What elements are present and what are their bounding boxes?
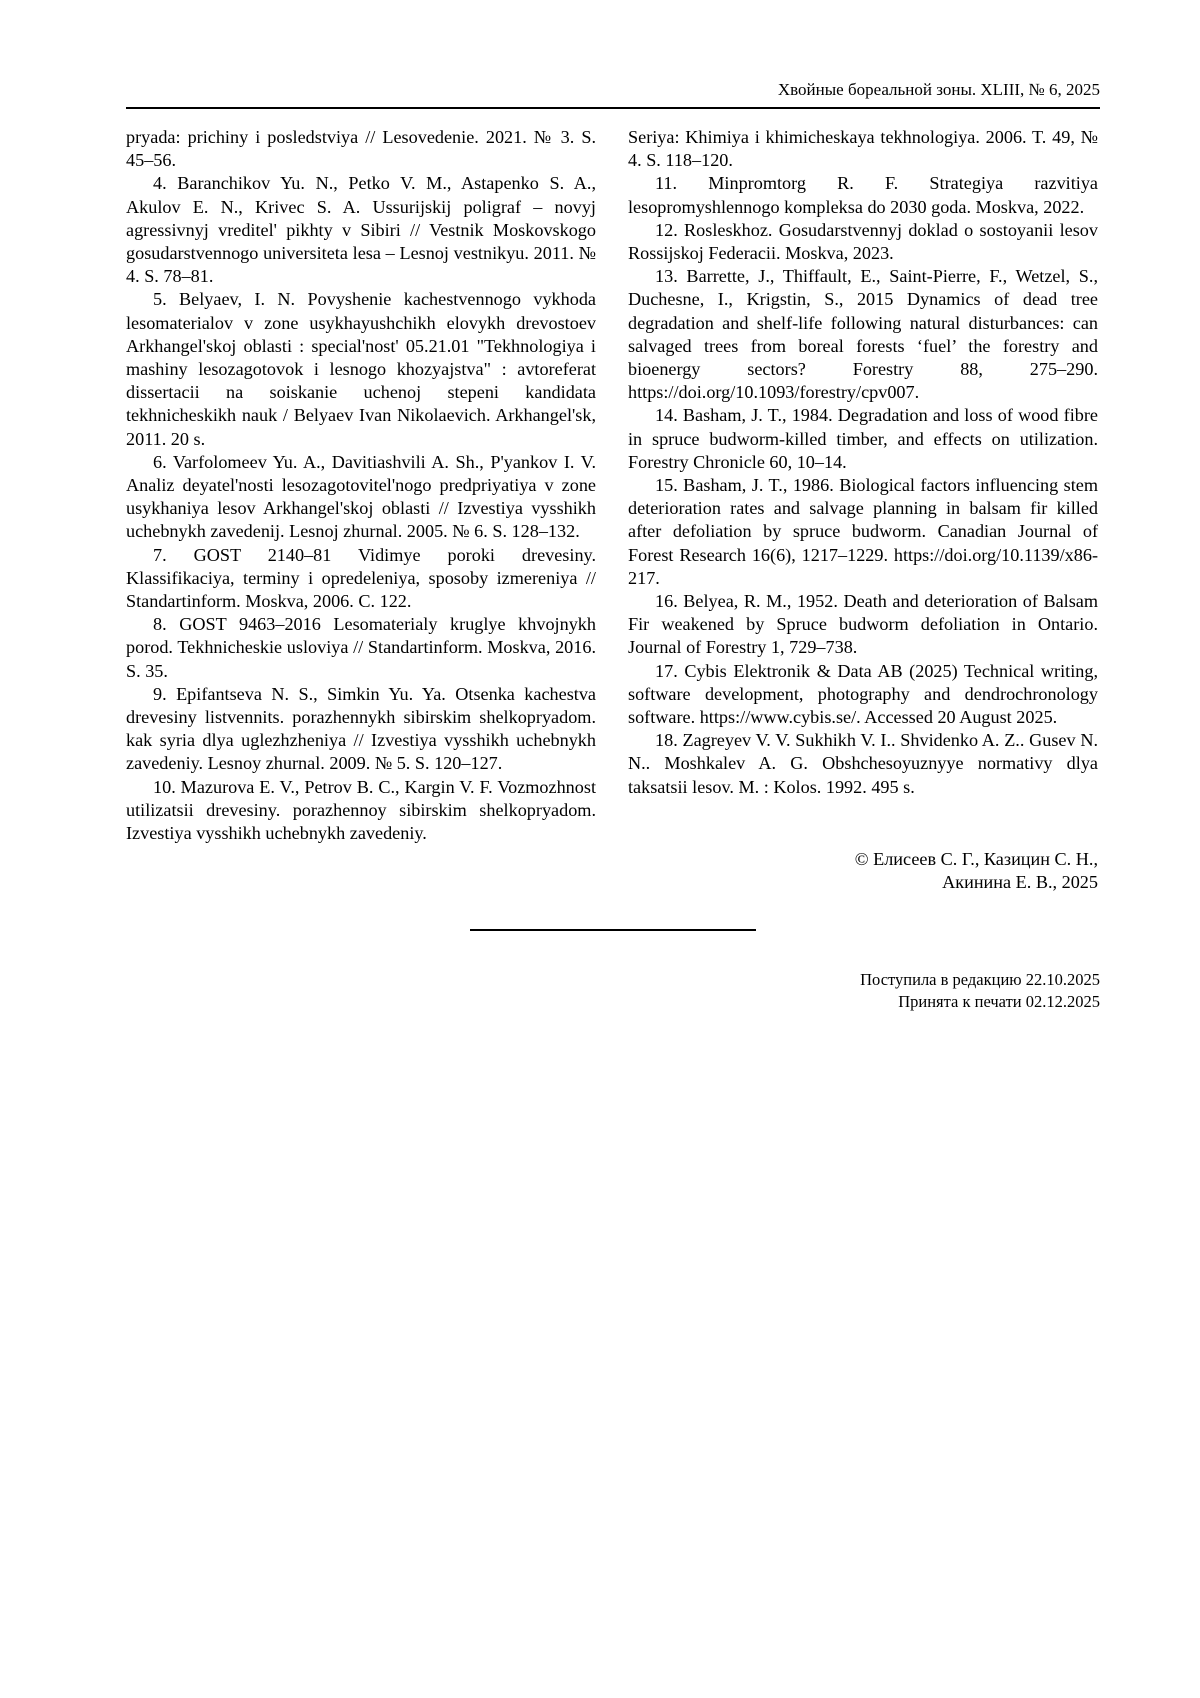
- reference-11: 11. Minpromtorg R. F. Strategiya razvitiya lesopromyshlennogo kompleksa do 2030 goda. Moskva, 2022.: [628, 173, 1098, 217]
- references-right-column: [628, 126, 1098, 799]
- reference-17: 17. Cybis Elektronik & Data AB (2025) Technical writing, software development, photography and dendrochronology software. https://www.cybis.se/. Accessed 20 August 2025.: [628, 660, 1098, 728]
- journal-info: Хвойные бореальной зоны. XLIII, № 6, 2025: [777, 80, 1100, 99]
- received-date: Поступила в редакцию 22.10.2025: [860, 970, 1100, 989]
- reference-10: 10. Mazurova E. V., Petrov B. C., Kargin V. F. Vozmozhnost utilizatsii drevesiny. porazhennoy sibirskim shelkopryadom. Izvestiya vysshikh uchebnykh zavedeniy.: [126, 776, 596, 844]
- reference-12: 12. Rosleskhoz. Gosudarstvennyj doklad o sostoyanii lesov Rossijskoj Federacii. Moskva, 2023.: [628, 219, 1098, 264]
- copyright-line-2: Акинина Е. В., 2025: [942, 872, 1098, 893]
- header-rule: [126, 107, 1100, 109]
- copyright-notice: [628, 848, 1098, 894]
- reference-14: 14. Basham, J. T., 1984. Degradation and loss of wood fibre in spruce budworm-killed timber, and effects on utilization. Forestry Chronicle 60, 10–14.: [628, 405, 1098, 472]
- section-divider: [470, 929, 756, 931]
- running-header: [126, 80, 1100, 100]
- reference-5: 5. Belyaev, I. N. Povyshenie kachestvennogo vykhoda lesomaterialov v zone usykhayushchikh elovykh drevostoev Arkhangel'skoj oblasti : special'nost' 05.21.01 "Tekhnologiya i mashiny lesozagotovok i lesnogo khozyajstva" : avtoreferat dissertacii na soiskanie uchenoj stepeni kandidata tekhnicheskikh nauk / Belyaev Ivan Nikolaevich. Arkhangel'sk, 2011. 20 s.: [126, 289, 596, 449]
- reference-7: 7. GOST 2140–81 Vidimye poroki drevesiny. Klassifikaciya, terminy i opredeleniya, sposoby izmereniya // Standartinform. Moskva, 2006. C. 122.: [126, 544, 596, 612]
- reference-4: 4. Baranchikov Yu. N., Petko V. M., Astapenko S. A., Akulov E. N., Krivec S. A. Ussurijskij poligraf – novyj agressivnyj vreditel' pikhty v Sibiri // Vestnik Moskovskogo gosudarstvennogo universiteta lesa – Lesnoj vestnikyu. 2011. № 4. S. 78–81.: [126, 173, 596, 287]
- reference-13: 13. Barrette, J., Thiffault, E., Saint-Pierre, F., Wetzel, S., Duchesne, I., Krigstin, S., 2015 Dynamics of dead tree degradation and shelf-life following natural disturbances: can salvaged trees from boreal forests ‘fuel’ the forestry and bioenergy sectors? Forestry 88, 275–290. https://doi.org/10.1093/forestry/cpv007.: [628, 266, 1098, 403]
- reference-10-continued: Seriya: Khimiya i khimicheskaya tekhnologiya. 2006. T. 49, № 4. S. 118–120.: [628, 127, 1098, 171]
- copyright-line-1: © Елисеев С. Г., Казицин С. Н.,: [854, 849, 1098, 869]
- references-left-column: [126, 126, 596, 845]
- reference-15: 15. Basham, J. T., 1986. Biological factors influencing stem deterioration rates and salvage planning in balsam fir killed after defoliation by spruce budworm. Canadian Journal of Forest Research 16(6), 1217–1229. https://doi.org/10.1139/x86-217.: [628, 475, 1098, 588]
- reference-9: 9. Epifantseva N. S., Simkin Yu. Ya. Otsenka kachestva drevesiny listvennits. porazhennykh sibirskim shelkopryadom. kak syria dlya uglezhzheniya // Izvestiya vysshikh uchebnykh zavedeniy. Lesnoy zhurnal. 2009. № 5. S. 120–127.: [126, 683, 596, 774]
- reference-6: 6. Varfolomeev Yu. A., Davitiashvili A. Sh., P'yankov I. V. Analiz deyatel'nosti lesozagotovitel'nogo predpriyatiya v zone usykhaniya lesov Arkhangel'skoj oblasti // Izvestiya vysshikh uchebnykh zavedenij. Lesnoj zhurnal. 2005. № 6. S. 128–132.: [126, 451, 596, 542]
- reference-18: 18. Zagreyev V. V. Sukhikh V. I.. Shvidenko A. Z.. Gusev N. N.. Moshkalev A. G. Obshchesoyuznyye normativy dlya taksatsii lesov. M. : Kolos. 1992. 495 s.: [628, 730, 1098, 797]
- submission-dates: [700, 969, 1100, 1013]
- accepted-date: Принята к печати 02.12.2025: [898, 992, 1100, 1011]
- reference-16: 16. Belyea, R. M., 1952. Death and deterioration of Balsam Fir weakened by Spruce budworm defoliation in Ontario. Journal of Forestry 1, 729–738.: [628, 591, 1098, 658]
- reference-continued: pryada: prichiny i posledstviya // Lesovedenie. 2021. № 3. S. 45–56.: [126, 127, 596, 171]
- reference-8: 8. GOST 9463–2016 Lesomaterialy kruglye khvojnykh porod. Tekhnicheskie usloviya // Standartinform. Moskva, 2016. S. 35.: [126, 614, 596, 681]
